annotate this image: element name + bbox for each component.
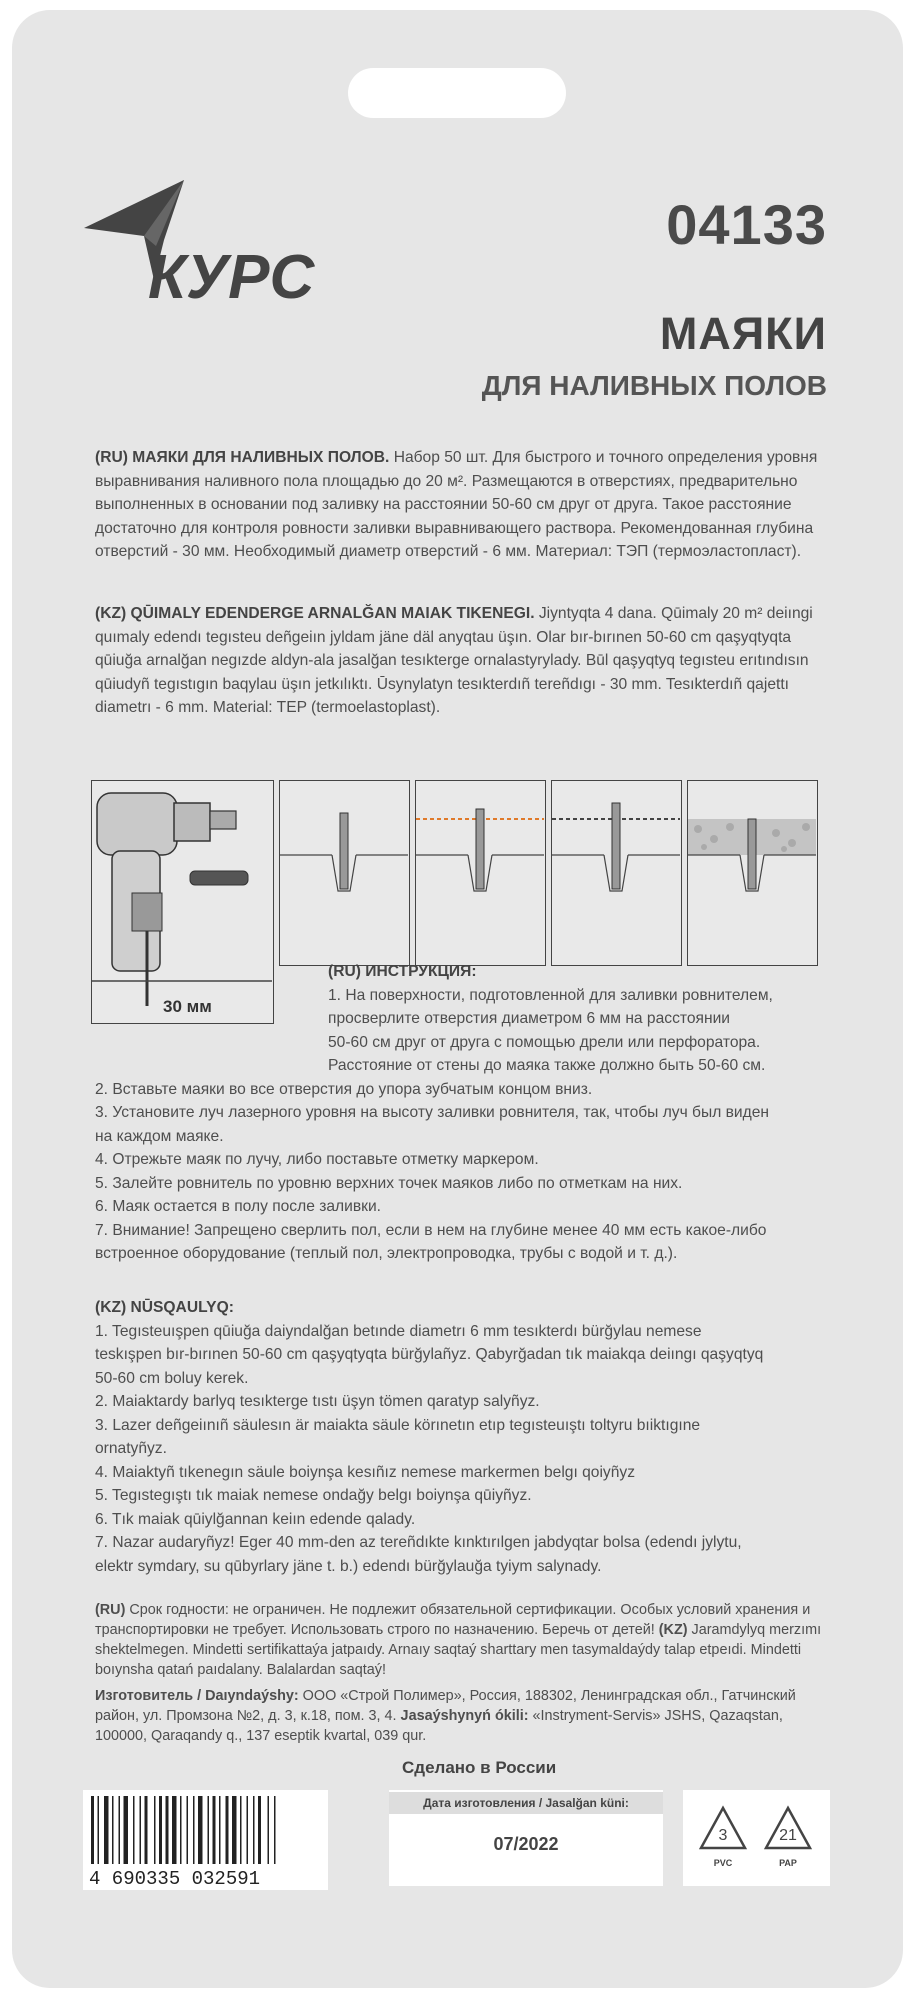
instructions-kz	[95, 1296, 835, 1578]
beacon-marked-icon	[552, 781, 680, 964]
instructions-ru-line: на каждом маяке.	[95, 1127, 224, 1145]
recycle-code-2: 21	[779, 1827, 797, 1844]
description-ru	[95, 446, 830, 564]
manufacture-date-label: Дата изготовления / Jasalğan küni:	[389, 1792, 663, 1814]
recycle-code-1: 3	[718, 1827, 728, 1844]
instructions-ru-line: встроенное оборудование (теплый пол, электропроводка, трубы с водой и т. д.).	[95, 1245, 678, 1262]
description-kz-head: (KZ) QŪIMALY EDENDERGE ARNALĞAN MAIAK TIKENEGI.	[95, 605, 535, 622]
made-in-label: Сделано в России	[402, 1758, 557, 1777]
step-diagram-marked	[551, 780, 682, 966]
instructions-kz-line: 4. Maiaktyñ tıkenegın säule boiynşa kesıñız nemese markermen belgı qoiyñyz	[95, 1463, 635, 1481]
shelf-ru-head: (RU)	[95, 1602, 126, 1618]
instructions-ru-head: (RU) ИНСТРУКЦИЯ:	[328, 963, 477, 980]
instructions-ru-line: 5. Залейте ровнитель по уровню верхних точек маяков либо по отметкам на них.	[95, 1174, 683, 1192]
manufacture-date-value: 07/2022	[493, 1834, 559, 1854]
maker-text: ООО «Строй Полимер», Россия, 188302, Ленинградская обл., Гатчинский район, ул. Промзона №2, д. 3, к.18, пом. 3, 4.	[95, 1688, 796, 1724]
step-diagram-poured	[687, 780, 818, 966]
product-subtitle: ДЛЯ НАЛИВНЫХ ПОЛОВ	[481, 370, 827, 401]
recycle-symbols	[683, 1790, 830, 1886]
description-ru-head: (RU) МАЯКИ ДЛЯ НАЛИВНЫХ ПОЛОВ.	[95, 449, 390, 466]
beacon-laser-icon	[416, 781, 544, 964]
instructions-kz-head: (KZ) NŪSQAULYQ:	[95, 1299, 234, 1316]
shelf-kz-head: (KZ)	[658, 1622, 688, 1638]
instructions-kz-line: 1. Tegısteuışpen qūiuğa daiyndalğan betınde diametrı 6 mm tesıkterdı bürğylau nemese	[95, 1322, 702, 1340]
recycle-label-2: PAP	[779, 1858, 797, 1868]
manufacturer-info	[95, 1686, 830, 1746]
representative-text: «Instryment-Servis» JSHS, Qazaqstan, 100000, Qaraqandy q., 137 eseptik kvartal, 039 qur.	[95, 1708, 783, 1744]
manufacture-date-box	[389, 1790, 663, 1886]
instructions-kz-line: elektr symdary, su qūbyrlary jäne t. b.) edendı bürğylauğa tyiym salynady.	[95, 1557, 602, 1575]
instructions-kz-line: teskışpen bır-bırınen 50-60 cm qaşyqtyqta bürğylañyz. Qabyrğadan tık maiakqa deiıngı qaşyqtyq	[95, 1346, 764, 1363]
barcode	[83, 1790, 328, 1890]
description-kz-text: Jiyntyqta 4 dana. Qūimaly 20 m² deiıngi quımaly edendı tegısteu deñgeiın jyldam jäne däl anyqtau üşın. Olar bır-bırınen 50-60 cm qaşyqtyqta qūiuğa arnalğan negızde aldyn-ala jasalğan tesıkterge ornalastyryladу. Būl qaşyqtyq tegısteu erıtındısın qūiudyñ tegıstıgın baqylau üşın jetkılıktı. Ūsynylatyn tesıkterdıñ tereñdıgı - 30 mm. Tesıkterdıñ qajettı diametrı - 6 mm. Material: TEP (termoelastoplast).	[95, 605, 813, 716]
step-diagram-insert	[279, 780, 410, 966]
beacon-poured-icon	[688, 781, 816, 964]
recycle-icon	[683, 1790, 830, 1886]
instructions-ru-line: 3. Установите луч лазерного уровня на высоту заливки ровнителя, так, чтобы луч был виден	[95, 1104, 770, 1121]
depth-label: 30 мм	[163, 997, 212, 1016]
shelf-kz-text: Jaramdylyq merzımı shektelmegen. Mindetti sertifikattaýa jatpaıdy. Arnaıy saqtaý sharttary men tasymaldaýdy talap etpeıdi. Mindetti boıynsha qatań paıdalany. Balalardan saqtaý!	[95, 1622, 822, 1678]
shelf-ru-text: Срок годности: не ограничен. Не подлежит обязательной сертификации. Особых условий хранения и транспортировки не требует. Использовать строго по назначению. Беречь от детей!	[95, 1602, 811, 1638]
instructions-ru-line: 6. Маяк остается в полу после заливки.	[95, 1198, 381, 1215]
instructions-kz-line: 5. Tegıstegıştı tık maiak nemese ondağy belgı boiynşa qūiyñyz.	[95, 1487, 532, 1504]
step-diagram-laser-cut	[415, 780, 546, 966]
beacon-icon	[280, 781, 408, 964]
description-kz	[95, 602, 830, 720]
product-title: МАЯКИ	[659, 308, 827, 359]
recycle-label-1: PVC	[713, 1858, 733, 1868]
instructions-ru-line: просверлите отверстия диаметром 6 мм на расстоянии	[328, 1010, 730, 1027]
description-ru-text: Набор 50 шт. Для быстрого и точного определения уровня выравнивания наливного пола площадью до 20 м². Размещаются в отверстиях, предварительно выполненных в основании под заливку на расстоянии 50-60 см друг от друга. Такое расстояние достаточно для контроля ровности заливки выравнивающего раствора. Рекомендованная глубина отверстий - 30 мм. Необходимый диаметр отверстий - 6 мм. Материал: ТЭП (термоэластопласт).	[95, 449, 818, 560]
instructions-ru-line: 7. Внимание! Запрещено сверлить пол, если в нем на глубине менее 40 мм есть какое-либо	[95, 1221, 767, 1239]
instructions-ru-line: 2. Вставьте маяки во все отверстия до упора зубчатым концом вниз.	[95, 1080, 593, 1098]
representative-head: Jasaýshynyń ókili:	[396, 1708, 529, 1724]
shelf-life-info	[95, 1600, 830, 1680]
instructions-ru-line: 1. На поверхности, подготовленной для заливки ровнителем,	[328, 986, 773, 1004]
instructions-ru-line: Расстояние от стены до маяка также должно быть 50-60 см.	[328, 1057, 766, 1074]
instructions-ru-line: 50-60 см друг от друга с помощью дрели или перфоратора.	[328, 1033, 761, 1051]
brand-logo	[84, 180, 374, 310]
instructions-kz-line: 7. Nazar audaryñyz! Eger 40 mm-den az tereñdıkte kınktırılgen jabdyqtar bolsa (edendı jylytu,	[95, 1534, 742, 1551]
instructions-ru	[95, 960, 835, 1266]
maker-head: Изготовитель / Daıyndaýshy:	[95, 1688, 299, 1704]
instructions-kz-line: ornatyñyz.	[95, 1440, 167, 1457]
instructions-ru-line: 4. Отрежьте маяк по лучу, либо поставьте отметку маркером.	[95, 1151, 539, 1168]
instructions-kz-line: 6. Tık maiak qūiylğannan keiın edende qalady.	[95, 1510, 416, 1528]
hang-hole	[348, 68, 566, 118]
instructions-kz-line: 2. Maiaktardy barlyq tesıkterge tıstı üşyn tömen qaratyp salyñyz.	[95, 1393, 540, 1410]
barcode-number: 4 690335 032591	[89, 1868, 261, 1890]
instructions-kz-line: 3. Lazer deñgeiınıñ säulesın är maiakta säule körınetın etıp tegısteuıştı toltyru bıiktıgıne	[95, 1416, 701, 1434]
product-code: 04133	[666, 193, 827, 256]
instructions-kz-line: 50-60 cm boluy kerek.	[95, 1369, 249, 1387]
brand-name: КУРС	[148, 243, 315, 310]
barcode-bars	[83, 1790, 328, 1890]
